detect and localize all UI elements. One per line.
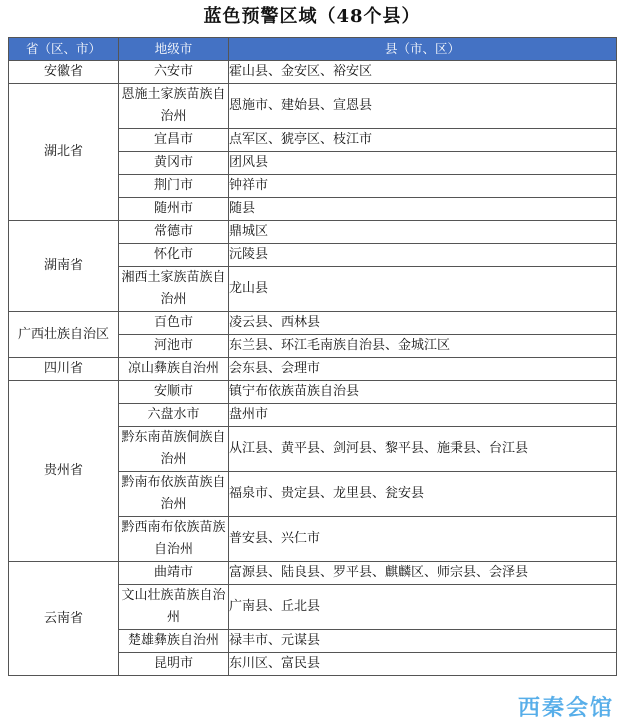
- county-cell: 东兰县、环江毛南族自治县、金城江区: [229, 335, 617, 358]
- table-row: [9, 312, 617, 335]
- table-row: [9, 221, 617, 244]
- header-city: 地级市: [119, 38, 229, 61]
- city-cell: 黔西南布依族苗族自治州: [119, 517, 229, 562]
- city-cell: 曲靖市: [119, 562, 229, 585]
- city-cell: 恩施土家族苗族自治州: [119, 84, 229, 129]
- county-cell: 福泉市、贵定县、龙里县、瓮安县: [229, 472, 617, 517]
- county-cell: 普安县、兴仁市: [229, 517, 617, 562]
- province-cell: 湖南省: [9, 221, 119, 312]
- city-cell: 六盘水市: [119, 404, 229, 427]
- table-row: [9, 381, 617, 404]
- table-row: [9, 84, 617, 129]
- province-cell: 安徽省: [9, 61, 119, 84]
- county-cell: 镇宁布依族苗族自治县: [229, 381, 617, 404]
- city-cell: 黄冈市: [119, 152, 229, 175]
- province-cell: 四川省: [9, 358, 119, 381]
- county-cell: 富源县、陆良县、罗平县、麒麟区、师宗县、会泽县: [229, 562, 617, 585]
- watermark-logo: 西秦会馆: [517, 696, 614, 721]
- city-cell: 安顺市: [119, 381, 229, 404]
- county-cell: 鼎城区: [229, 221, 617, 244]
- table-header-row: [9, 38, 617, 61]
- city-cell: 楚雄彝族自治州: [119, 630, 229, 653]
- city-cell: 黔东南苗族侗族自治州: [119, 427, 229, 472]
- table-row: [9, 358, 617, 381]
- warning-region-table: [8, 37, 617, 676]
- city-cell: 凉山彝族自治州: [119, 358, 229, 381]
- province-cell: 贵州省: [9, 381, 119, 562]
- table-body: [9, 61, 617, 676]
- county-cell: 钟祥市: [229, 175, 617, 198]
- city-cell: 河池市: [119, 335, 229, 358]
- county-cell: 随县: [229, 198, 617, 221]
- county-cell: 盘州市: [229, 404, 617, 427]
- county-cell: 点军区、猇亭区、枝江市: [229, 129, 617, 152]
- city-cell: 文山壮族苗族自治州: [119, 585, 229, 630]
- city-cell: 宜昌市: [119, 129, 229, 152]
- province-cell: 云南省: [9, 562, 119, 676]
- city-cell: 荆门市: [119, 175, 229, 198]
- table-row: [9, 562, 617, 585]
- table-row: [9, 61, 617, 84]
- header-county: 县（市、区）: [229, 38, 617, 61]
- page-title: 蓝色预警区域（48个县）: [203, 6, 421, 27]
- city-cell: 昆明市: [119, 653, 229, 676]
- county-cell: 从江县、黄平县、剑河县、黎平县、施秉县、台江县: [229, 427, 617, 472]
- county-cell: 龙山县: [229, 267, 617, 312]
- city-cell: 湘西土家族苗族自治州: [119, 267, 229, 312]
- county-cell: 团风县: [229, 152, 617, 175]
- city-cell: 随州市: [119, 198, 229, 221]
- city-cell: 怀化市: [119, 244, 229, 267]
- county-cell: 会东县、会理市: [229, 358, 617, 381]
- county-cell: 霍山县、金安区、裕安区: [229, 61, 617, 84]
- county-cell: 广南县、丘北县: [229, 585, 617, 630]
- city-cell: 百色市: [119, 312, 229, 335]
- county-cell: 东川区、富民县: [229, 653, 617, 676]
- province-cell: 湖北省: [9, 84, 119, 221]
- county-cell: 恩施市、建始县、宣恩县: [229, 84, 617, 129]
- county-cell: 凌云县、西林县: [229, 312, 617, 335]
- city-cell: 常德市: [119, 221, 229, 244]
- county-cell: 禄丰市、元谋县: [229, 630, 617, 653]
- city-cell: 六安市: [119, 61, 229, 84]
- province-cell: 广西壮族自治区: [9, 312, 119, 358]
- county-cell: 沅陵县: [229, 244, 617, 267]
- city-cell: 黔南布依族苗族自治州: [119, 472, 229, 517]
- header-province: 省（区、市）: [9, 38, 119, 61]
